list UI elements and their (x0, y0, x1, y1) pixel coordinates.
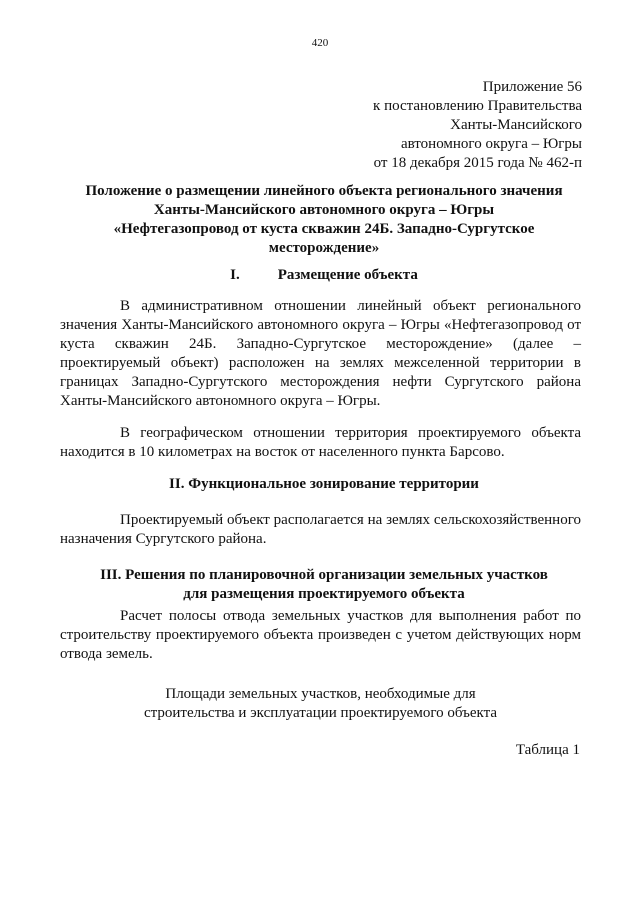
appendix-line: автономного округа – Югры (400, 136, 582, 152)
section-2-heading: II. Функциональное зонирование территории (169, 476, 479, 492)
table-caption-line: Площади земельных участков, необходимые для (165, 686, 476, 702)
section-3-paragraph-1: Расчет полосы отвода земельных участков для выполнения работ по строительству проектируемого объекта произведен с учетом действующих норм отвода земель. (60, 608, 581, 662)
section-1-title: Размещение объекта (277, 267, 418, 283)
title-line: Ханты-Мансийского автономного округа – Югры (153, 202, 495, 218)
title-line: месторождение» (268, 240, 380, 256)
section-3-heading-line: для размещения проектируемого объекта (183, 586, 465, 602)
section-1-number: I. (230, 267, 240, 283)
title-line: «Нефтегазопровод от куста скважин 24Б. Западно-Сургутское (113, 221, 535, 237)
appendix-line: к постановлению Правительства (373, 98, 582, 114)
page-number: 420 (311, 37, 329, 49)
section-1-paragraph-2: В географическом отношении территория проектируемого объекта находится в 10 километрах на восток от населенного пункта Барсово. (60, 425, 581, 460)
appendix-line: от 18 декабря 2015 года № 462-п (373, 155, 582, 171)
appendix-line: Приложение 56 (482, 79, 582, 95)
section-3-heading (60, 566, 588, 604)
appendix-block (373, 78, 582, 173)
section-1-heading (60, 266, 588, 285)
section-1-paragraph-1: В административном отношении линейный объект регионального значения Ханты-Мансийского автономного округа – Югры «Нефтегазопровод от куста скважин 24Б. Западно-Сургутское месторождение» (далее – проектируемый объект) расположен на землях межселенной территории в границах Западно-Сургутского месторождения нефти Сургутского района Ханты-Мансийского автономного округа – Югры. (60, 298, 581, 409)
appendix-line: Ханты-Мансийского (450, 117, 582, 133)
title-line: Положение о размещении линейного объекта регионального значения (85, 183, 563, 199)
document-title (60, 182, 588, 258)
section-2-paragraph-1: Проектируемый объект располагается на землях сельскохозяйственного назначения Сургутского района. (60, 512, 581, 547)
table-caption-line: строительства и эксплуатации проектируемого объекта (143, 705, 498, 721)
table-label: Таблица 1 (515, 742, 580, 758)
section-3-heading-line: III. Решения по планировочной организации земельных участков (100, 567, 548, 583)
table-caption (60, 685, 581, 723)
